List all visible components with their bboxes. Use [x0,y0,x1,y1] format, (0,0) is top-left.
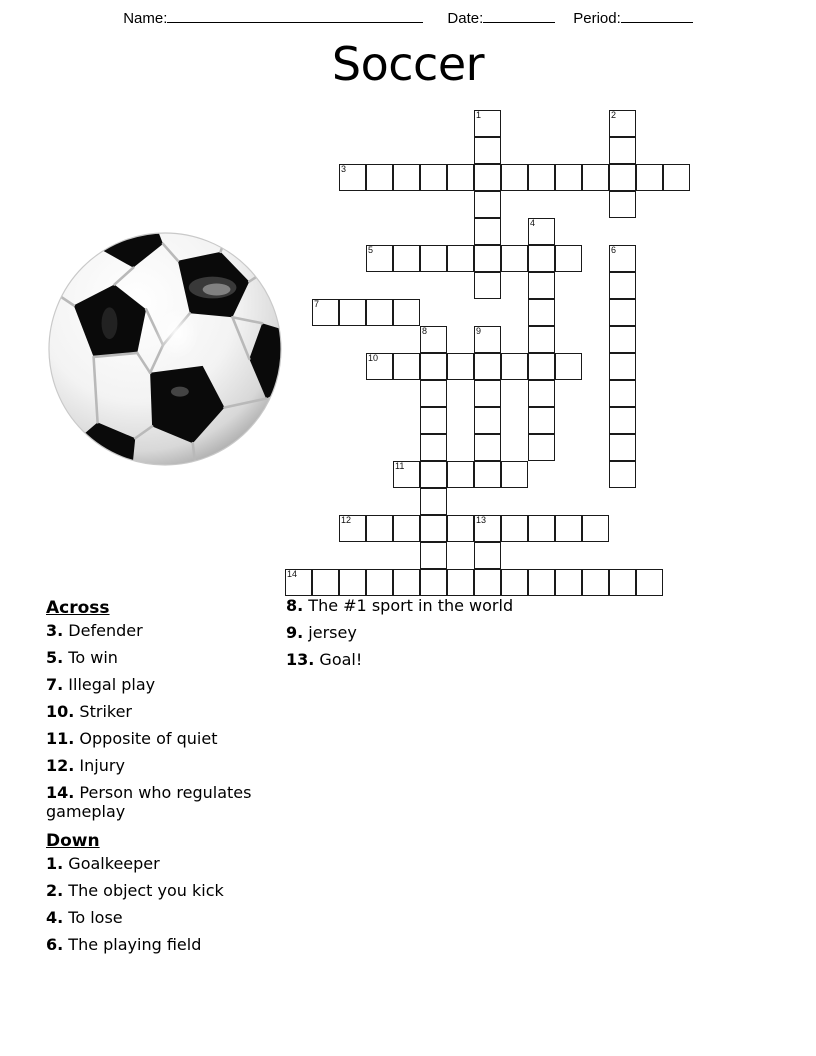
grid-cell[interactable] [555,245,582,272]
grid-cell[interactable] [366,353,393,380]
down-clue [286,650,516,669]
clue-number: 4. [46,908,64,927]
grid-cell[interactable] [420,461,447,488]
grid-cell[interactable] [528,569,555,596]
grid-cell[interactable] [528,299,555,326]
grid-cell[interactable] [393,515,420,542]
grid-cell-number: 2 [611,110,617,120]
clue-number: 11. [46,729,75,748]
grid-cell[interactable] [474,407,501,434]
across-clue [46,783,286,821]
down-clue [286,623,516,642]
grid-cell[interactable] [528,434,555,461]
clue-number: 8. [286,596,304,615]
clue-text: Defender [63,621,143,640]
clue-text: To win [63,648,118,667]
grid-cell[interactable] [636,164,663,191]
period-label: Period: [573,10,621,27]
grid-cell-number: 4 [530,218,536,228]
grid-cell-number: 6 [611,245,617,255]
clue-text: Injury [74,756,125,775]
grid-cell[interactable] [582,569,609,596]
grid-cell[interactable] [393,569,420,596]
grid-cell[interactable] [555,515,582,542]
grid-cell[interactable] [501,461,528,488]
grid-cell[interactable] [420,488,447,515]
grid-cell[interactable] [609,326,636,353]
grid-cell[interactable] [474,137,501,164]
grid-cell[interactable] [474,569,501,596]
grid-cell[interactable] [474,461,501,488]
across-clue [46,756,286,775]
down-clue [286,596,516,615]
grid-cell[interactable] [474,380,501,407]
grid-cell[interactable] [609,272,636,299]
clue-text: The #1 sport in the world [303,596,514,615]
grid-cell[interactable] [501,569,528,596]
grid-cell[interactable] [501,164,528,191]
grid-cell[interactable] [447,245,474,272]
page-title: Soccer [331,37,485,91]
grid-cell-number: 11 [395,461,405,471]
grid-cell[interactable] [609,353,636,380]
across-clue [46,729,286,748]
clue-number: 14. [46,783,75,802]
clue-text: Person who regulates gameplay [46,783,252,821]
clue-lists [0,596,816,996]
soccer-ball-image [46,228,284,470]
grid-cell[interactable] [555,569,582,596]
date-label: Date: [447,10,484,27]
grid-cell[interactable] [420,515,447,542]
clue-number: 2. [46,881,64,900]
clue-text: Goalkeeper [63,854,160,873]
down-clue-list-left [46,854,286,954]
grid-cell[interactable] [447,164,474,191]
grid-cell[interactable] [528,515,555,542]
grid-cell[interactable] [420,245,447,272]
grid-cell-number: 12 [341,515,352,525]
grid-cell[interactable] [609,569,636,596]
date-input-line[interactable] [483,9,555,23]
grid-cell[interactable] [609,245,636,272]
grid-cell[interactable] [528,407,555,434]
clue-text: To lose [63,908,123,927]
grid-cell[interactable] [609,434,636,461]
clue-text: The playing field [63,935,202,954]
grid-cell[interactable] [420,380,447,407]
grid-cell[interactable] [366,245,393,272]
name-field-group [123,9,423,28]
grid-cell-number: 13 [476,515,487,525]
grid-cell[interactable] [609,461,636,488]
grid-cell[interactable] [609,299,636,326]
down-heading: Down [46,831,100,851]
grid-cell[interactable] [420,326,447,353]
down-clue [46,935,286,954]
grid-cell[interactable] [447,515,474,542]
grid-cell[interactable] [474,218,501,245]
grid-cell-number: 8 [422,326,428,336]
grid-cell[interactable] [609,191,636,218]
clue-number: 13. [286,650,315,669]
grid-cell-number: 1 [476,110,482,120]
grid-cell[interactable] [555,353,582,380]
grid-cell[interactable] [339,164,366,191]
grid-cell[interactable] [474,326,501,353]
name-label: Name: [123,10,168,27]
grid-cell[interactable] [501,245,528,272]
across-clue [46,648,286,667]
grid-cell[interactable] [312,299,339,326]
grid-cell[interactable] [420,542,447,569]
grid-cell[interactable] [474,245,501,272]
grid-cell[interactable] [339,515,366,542]
grid-cell[interactable] [474,353,501,380]
grid-cell[interactable] [636,569,663,596]
grid-cell[interactable] [528,218,555,245]
clue-number: 1. [46,854,64,873]
grid-cell[interactable] [474,434,501,461]
grid-cell[interactable] [420,407,447,434]
grid-cell[interactable] [366,299,393,326]
grid-cell[interactable] [609,164,636,191]
grid-cell[interactable] [339,569,366,596]
grid-cell[interactable] [393,245,420,272]
clue-number: 7. [46,675,64,694]
clue-text: Opposite of quiet [74,729,218,748]
clue-text: Illegal play [63,675,156,694]
grid-cell[interactable] [528,353,555,380]
down-clue [46,854,286,873]
date-field-group [447,9,555,28]
period-input-line[interactable] [621,9,693,23]
grid-cell[interactable] [609,137,636,164]
grid-cell[interactable] [528,164,555,191]
grid-cell[interactable] [393,299,420,326]
clue-column-left [46,596,286,962]
grid-cell[interactable] [555,164,582,191]
grid-cell[interactable] [501,353,528,380]
grid-cell-number: 3 [341,164,347,174]
grid-cell[interactable] [501,515,528,542]
grid-cell-number: 9 [476,326,482,336]
across-clue [46,675,286,694]
grid-cell[interactable] [447,569,474,596]
grid-cell-number: 5 [368,245,374,255]
grid-cell-number: 10 [368,353,379,363]
clue-number: 9. [286,623,304,642]
clue-text: Striker [74,702,132,721]
grid-cell[interactable] [393,353,420,380]
worksheet-header [0,0,816,28]
clue-text: jersey [303,623,357,642]
down-clue [46,881,286,900]
grid-cell[interactable] [609,407,636,434]
grid-cell[interactable] [609,380,636,407]
grid-cell[interactable] [474,272,501,299]
across-clue-list [46,621,286,821]
clue-column-right [286,596,516,677]
across-heading: Across [46,598,110,618]
grid-cell[interactable] [447,353,474,380]
grid-cell[interactable] [474,110,501,137]
grid-cell[interactable] [528,272,555,299]
grid-cell[interactable] [420,569,447,596]
grid-cell[interactable] [474,191,501,218]
grid-cell[interactable] [366,569,393,596]
grid-cell[interactable] [420,353,447,380]
grid-cell[interactable] [528,380,555,407]
grid-cell[interactable] [285,569,312,596]
grid-cell[interactable] [366,515,393,542]
grid-cell-number: 14 [287,569,298,579]
down-clue-list-right [286,596,516,669]
clue-number: 5. [46,648,64,667]
down-clue [46,908,286,927]
grid-cell[interactable] [528,245,555,272]
grid-cell[interactable] [609,110,636,137]
across-clue [46,702,286,721]
grid-cell[interactable] [528,326,555,353]
grid-cell[interactable] [339,299,366,326]
grid-cell[interactable] [474,164,501,191]
grid-cell[interactable] [663,164,690,191]
across-clue [46,621,286,640]
period-field-group [573,9,693,28]
grid-cell[interactable] [393,164,420,191]
grid-cell[interactable] [474,515,501,542]
grid-cell[interactable] [474,542,501,569]
grid-cell[interactable] [582,515,609,542]
clue-text: The object you kick [63,881,224,900]
grid-cell[interactable] [393,461,420,488]
name-input-line[interactable] [167,9,423,23]
clue-number: 3. [46,621,64,640]
grid-cell[interactable] [420,434,447,461]
grid-cell[interactable] [447,461,474,488]
clue-number: 12. [46,756,75,775]
clue-text: Goal! [314,650,363,669]
grid-cell-number: 7 [314,299,320,309]
grid-cell[interactable] [582,164,609,191]
clue-number: 10. [46,702,75,721]
grid-cell[interactable] [312,569,339,596]
clue-number: 6. [46,935,64,954]
crossword-grid[interactable] [285,110,665,580]
grid-cell[interactable] [420,164,447,191]
grid-cell[interactable] [366,164,393,191]
